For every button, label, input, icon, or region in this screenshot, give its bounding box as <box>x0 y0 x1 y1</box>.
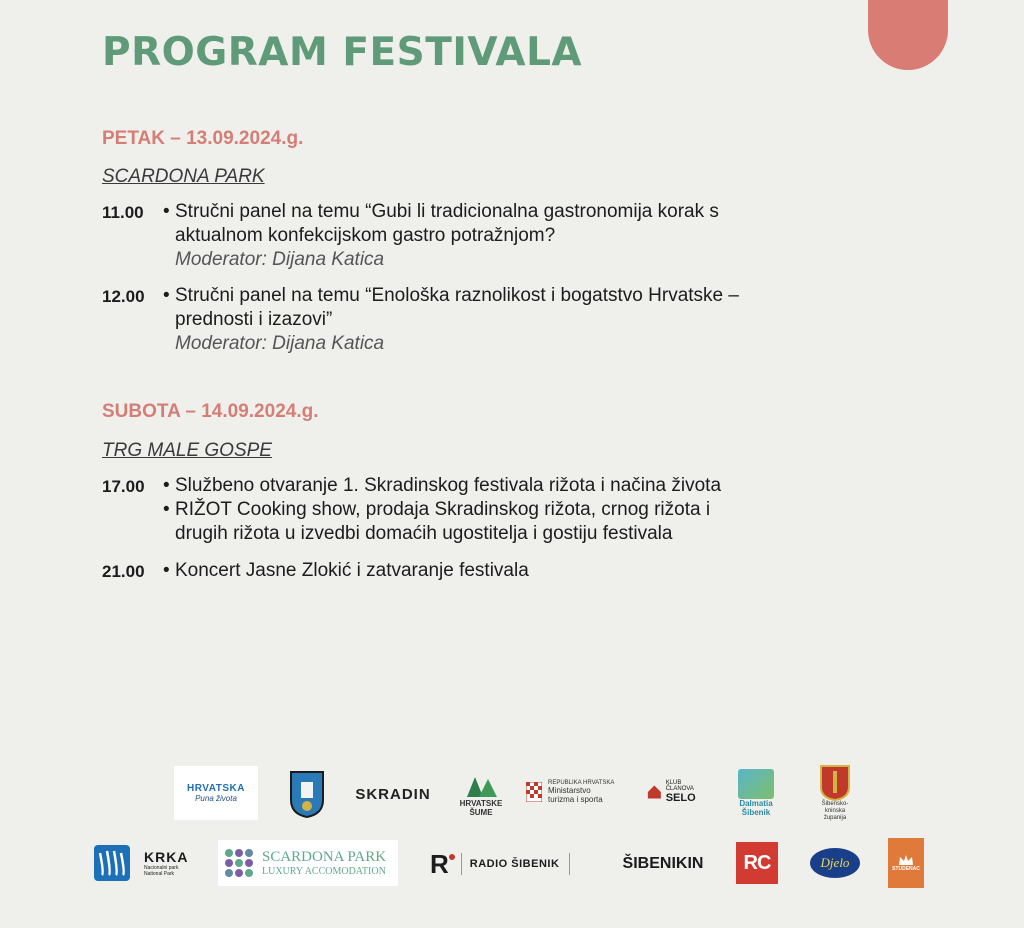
waterfall-icon <box>94 845 130 881</box>
day-heading-saturday: SUBOTA – 14.09.2024.g. <box>102 401 319 422</box>
rc-label: RC <box>743 851 771 874</box>
day-heading-friday: PETAK – 13.09.2024.g. <box>102 128 304 149</box>
grid-dots-icon <box>224 848 254 878</box>
item-text: RIŽOT Cooking show, prodaja Skradinskog rižota, crnog rižota i <box>175 499 711 520</box>
zupanija-logo <box>812 764 858 822</box>
radio-label: RADIO ŠIBENIK <box>469 858 560 870</box>
moderator: Moderator: Dijana Katica <box>175 333 385 354</box>
hrvatska-logo <box>174 766 258 820</box>
bullet: • <box>163 475 170 496</box>
djelo-logo <box>808 846 862 880</box>
item-text: prednosti i izazovi” <box>175 309 333 330</box>
klub-clanova-selo-logo <box>646 774 708 810</box>
item-text: Službeno otvaranje 1. Skradinskog festivala rižota i načina života <box>175 475 722 496</box>
time-slot: 11.00 <box>102 203 144 222</box>
skradin-coat-of-arms-logo <box>288 768 326 820</box>
radio-sibenik-logo <box>430 848 592 880</box>
item-text: drugih rižota u izvedbi domaćih ugostitelja i gostiju festivala <box>175 523 673 544</box>
program-item <box>163 559 863 583</box>
skradin-logo-text: SKRADIN <box>355 785 431 803</box>
sibenikin-logo <box>616 852 710 876</box>
zupanija-label: županija <box>823 814 847 821</box>
divider <box>461 853 462 875</box>
scardona-label: SCARDONA PARK <box>262 849 387 865</box>
krka-label: KRKA <box>144 849 189 865</box>
studenac-logo <box>888 838 924 888</box>
corner-tab-decoration <box>868 0 948 70</box>
item-text: Koncert Jasne Zlokić i zatvaranje festivala <box>175 560 529 581</box>
program-item <box>163 200 863 272</box>
hrvatska-logo-text: HRVATSKA <box>187 783 245 794</box>
hrvatske-sume-label: HRVATSKE ŠUME <box>459 799 503 817</box>
time-slot: 12.00 <box>102 287 145 306</box>
venue-scardona-park: SCARDONA PARK <box>102 166 265 187</box>
page-title: PROGRAM FESTIVALA <box>102 30 583 75</box>
croatian-shield-icon <box>526 782 542 802</box>
moderator: Moderator: Dijana Katica <box>175 249 385 270</box>
time-slot: 17.00 <box>102 477 145 496</box>
hrvatska-tagline: Puna života <box>195 794 237 803</box>
klub-label: SELO <box>665 792 696 804</box>
item-text: Stručni panel na temu “Gubi li tradicionalna gastronomija korak s <box>175 201 719 222</box>
dalmatia-label: Šibenik <box>741 808 771 817</box>
bullet: • <box>163 201 170 222</box>
item-text: Stručni panel na temu “Enološka raznolikost i bogatstvo Hrvatske – <box>175 285 739 306</box>
program-item <box>163 474 863 546</box>
np-krka-logo <box>94 844 202 882</box>
scardona-label: LUXURY ACCOMODATION <box>262 866 386 877</box>
crown-icon <box>898 854 914 866</box>
bullet: • <box>163 560 170 581</box>
djelo-label: Djelo <box>820 855 850 870</box>
ministry-label: REPUBLIKA HRVATSKA <box>548 780 615 786</box>
studenac-label: STUDENAC <box>892 866 920 872</box>
tree-icon <box>463 773 499 799</box>
divider <box>569 853 570 875</box>
radio-r-mark: R <box>430 848 449 879</box>
ministry-label: Ministarstvo <box>548 786 591 795</box>
dalmatia-label: Dalmatia <box>739 799 773 808</box>
scardona-park-logo <box>218 840 398 886</box>
venue-trg-male-gospe: TRG MALE GOSPE <box>102 440 272 461</box>
klub-label: KLUB ČLANOVA <box>665 780 694 792</box>
rc-logo <box>736 842 778 884</box>
time-slot: 21.00 <box>102 562 145 581</box>
bullet: • <box>163 499 170 520</box>
bullet: • <box>163 285 170 306</box>
ministry-logo <box>526 776 632 808</box>
krka-sub-label: Nacionalni park <box>144 865 179 871</box>
house-icon <box>646 783 663 801</box>
shield-icon <box>289 770 325 818</box>
hrvatske-sume-logo <box>456 770 506 820</box>
ministry-label: turizma i sporta <box>548 795 603 804</box>
zupanija-label: Šibensko-kninska <box>821 800 849 814</box>
program-item <box>163 284 863 356</box>
red-dot-icon <box>449 854 455 860</box>
dalmatia-sibenik-logo <box>735 766 777 820</box>
krka-sub-label: National Park <box>144 871 175 877</box>
sibenikin-label: ŠIBENIKIN <box>622 855 704 872</box>
county-shield-icon <box>820 765 850 801</box>
skradin-logo <box>352 776 434 812</box>
item-text: aktualnom konfekcijskom gastro potražnjom? <box>175 225 556 246</box>
